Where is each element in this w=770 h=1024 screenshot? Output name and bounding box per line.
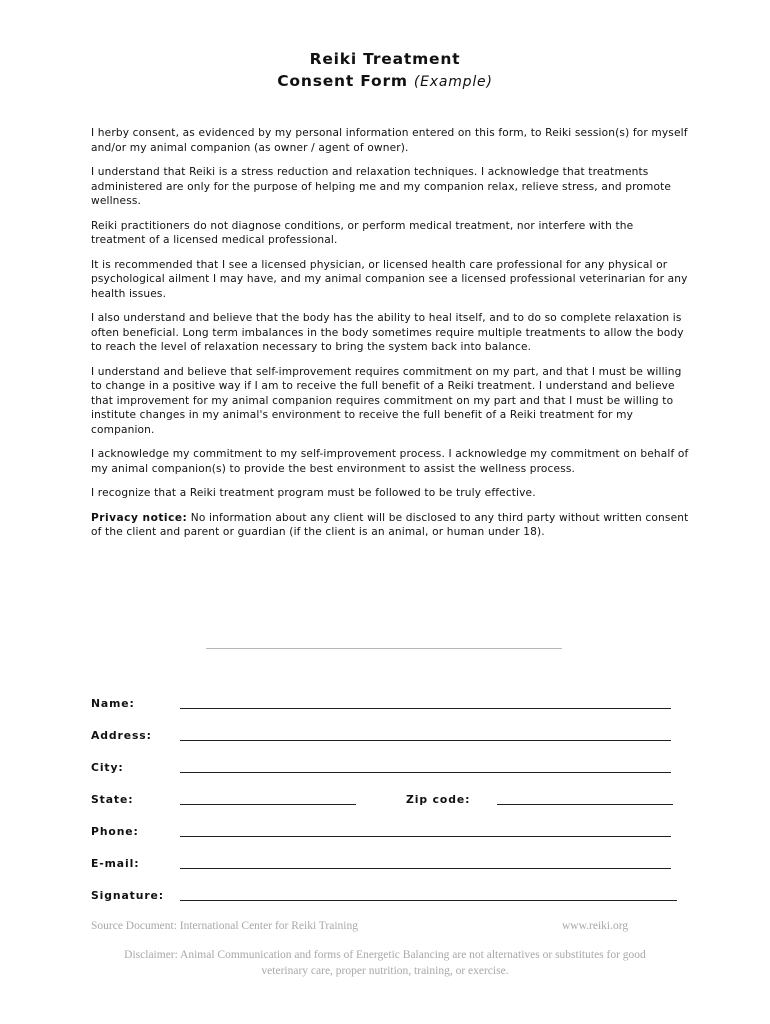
privacy-notice-text: No information about any client will be disclosed to any third party without written consent of the client and parent or guardian (if the client is an animal, or human under 18). [91, 511, 689, 538]
state-label: State: [91, 793, 134, 806]
consent-paragraph: I understand that Reiki is a stress reduction and relaxation techniques. I acknowledge that treatments administered are only for the purpose of helping me and my companion relax, relieve stress, and promote wellness. [91, 166, 672, 207]
zip-label: Zip code: [406, 793, 471, 806]
zip-field[interactable] [497, 804, 673, 805]
signature-field[interactable] [180, 900, 677, 901]
city-label: City: [91, 761, 124, 774]
email-field[interactable] [180, 868, 671, 869]
name-field[interactable] [180, 708, 671, 709]
source-url: www.reiki.org [562, 920, 629, 932]
consent-paragraph: Reiki practitioners do not diagnose conditions, or perform medical treatment, nor interfere with the treatment of a licensed medical professional. [91, 219, 634, 246]
address-label: Address: [91, 729, 152, 742]
consent-body [91, 126, 691, 550]
privacy-notice [91, 511, 691, 540]
privacy-notice-label: Privacy notice: [91, 511, 188, 524]
source-document-note: Source Document: International Center for Reiki Training [91, 920, 358, 932]
consent-paragraph: I also understand and believe that the body has the ability to heal itself, and to do so complete relaxation is often beneficial. Long term imbalances in the body sometimes require multiple treatments to allow the body to reach the level of relaxation necessary to bring the system back into balance. [91, 312, 684, 353]
consent-paragraph: I herby consent, as evidenced by my personal information entered on this form, to Reiki session(s) for myself and/or my animal companion (as owner / agent of owner). [91, 127, 688, 154]
city-field[interactable] [180, 772, 671, 773]
address-field[interactable] [180, 740, 671, 741]
signature-label: Signature: [91, 889, 164, 902]
consent-paragraph: I understand and believe that self-improvement requires commitment on my part, and that I must be willing to change in a positive way if I am to receive the full benefit of a Reiki treatment. I understand and believe that improvement for my animal companion requires commitment on my part and that I must be willing to institute changes in my animal's environment to receive the full benefit of a Reiki treatment for my companion. [91, 365, 682, 436]
consent-paragraph: I recognize that a Reiki treatment program must be followed to be truly effective. [91, 487, 536, 499]
state-field[interactable] [180, 804, 356, 805]
form-title-line2: Consent Form [277, 72, 408, 90]
phone-field[interactable] [180, 836, 671, 837]
name-label: Name: [91, 697, 135, 710]
separator-line [206, 648, 562, 649]
form-title-line1: Reiki Treatment [309, 50, 461, 68]
consent-paragraph: I acknowledge my commitment to my self-improvement process. I acknowledge my commitment on behalf of my animal companion(s) to provide the best environment to assist the wellness process. [91, 448, 689, 475]
form-title [0, 50, 770, 68]
disclaimer-note: Disclaimer: Animal Communication and forms of Energetic Balancing are not alternatives or substitutes for good veterinary care, proper nutrition, training, or exercise. [124, 949, 646, 977]
consent-paragraph: It is recommended that I see a licensed physician, or licensed health care professional for any physical or psychological ailment I may have, and my animal companion see a licensed professional veterinarian for any health issues. [91, 258, 688, 300]
email-label: E-mail: [91, 857, 140, 870]
form-subtitle [0, 72, 770, 90]
form-title-example: (Example) [413, 74, 493, 90]
phone-label: Phone: [91, 825, 139, 838]
